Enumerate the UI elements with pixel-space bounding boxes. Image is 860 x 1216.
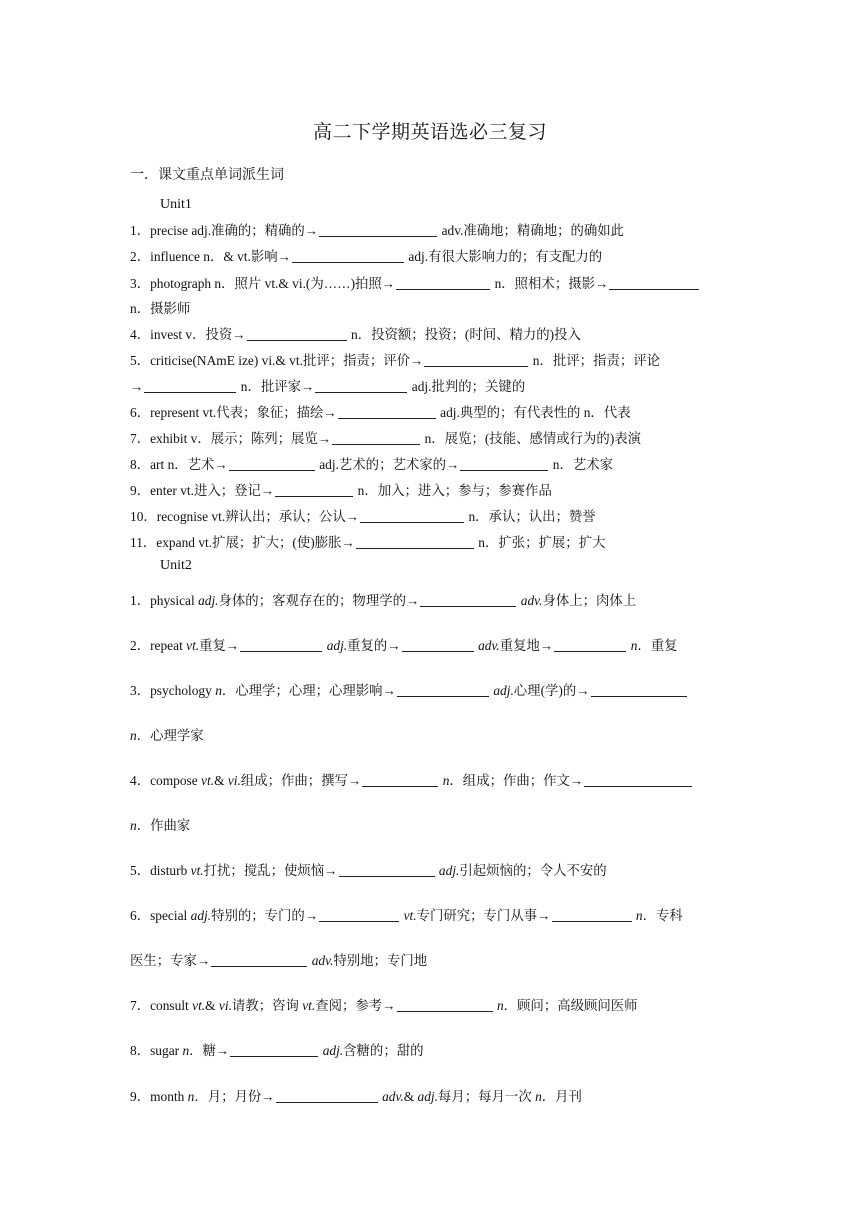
unit1-item-6: 6．represent vt.代表；象征；描绘→ adj.典型的；有代表性的 n．代表 (130, 405, 631, 420)
unit1-item-9: 9．enter vt.进入；登记→ n．加入；进入；参与；参赛作品 (130, 483, 552, 498)
unit2-item-6: 6．special adj.特别的；专门的→ vt.专门研究；专门从事→ n．专科 (130, 908, 683, 923)
unit1-item-5: 5．criticise(NAmE ize) vi.& vt.批评；指责；评价→ n．批评；指责；评论 (130, 353, 661, 368)
answer-blank[interactable] (211, 952, 307, 967)
answer-blank[interactable] (144, 378, 236, 393)
unit1-item-10: 10．recognise vt.辨认出；承认；公认→ n．承认；认出；赞誉 (130, 509, 596, 524)
unit2-item-4: 4．compose vt.& vi.组成；作曲；撰写→ n．组成；作曲；作文→ (130, 772, 730, 790)
answer-blank[interactable] (554, 637, 626, 652)
answer-blank[interactable] (229, 456, 315, 471)
unit1-item-5-cont: → n．批评家→ adj.批判的；关键的 (130, 379, 526, 394)
unit1-item-1: 1．precise adj.准确的；精确的→ adv.准确地；精确地；的确如此 (130, 223, 625, 238)
unit1-item-3: 3．photograph n．照片 vt.& vi.(为……)拍照→ n．照相术；摄影→ (130, 275, 730, 293)
unit2-item-6-cont: 医生；专家→ adv.特别地；专门地 (130, 953, 428, 968)
answer-blank[interactable] (247, 326, 347, 341)
unit2-item-7: 7．consult vt.& vi.请教；咨询 vt.查阅；参考→ n．顾问；高级顾问医师 (130, 998, 638, 1013)
unit2-item-8: 8．sugar n．糖→ adj.含糖的；甜的 (130, 1043, 424, 1058)
answer-blank[interactable] (230, 1042, 318, 1057)
section-heading: 一．课文重点单词派生词 (130, 167, 284, 183)
answer-blank[interactable] (275, 482, 353, 497)
answer-blank[interactable] (315, 378, 407, 393)
answer-blank[interactable] (420, 592, 516, 607)
answer-blank[interactable] (609, 275, 699, 290)
answer-blank[interactable] (552, 907, 632, 922)
unit1-item-2: 2．influence n．& vt.影响→ adj.有很大影响力的；有支配力的 (130, 249, 603, 264)
unit2-item-4-cont: n．作曲家 (130, 818, 191, 833)
answer-blank[interactable] (362, 772, 438, 787)
answer-blank[interactable] (397, 997, 493, 1012)
answer-blank[interactable] (276, 1088, 378, 1103)
answer-blank[interactable] (360, 508, 464, 523)
answer-blank[interactable] (240, 637, 322, 652)
answer-blank[interactable] (338, 404, 436, 419)
answer-blank[interactable] (319, 222, 437, 237)
answer-blank[interactable] (292, 248, 404, 263)
unit2-item-3-cont: n．心理学家 (130, 728, 204, 743)
answer-blank[interactable] (402, 637, 474, 652)
answer-blank[interactable] (460, 456, 548, 471)
answer-blank[interactable] (397, 682, 489, 697)
unit1-item-8: 8．art n．艺术→ adj.艺术的；艺术家的→ n．艺术家 (130, 457, 614, 472)
answer-blank[interactable] (584, 772, 692, 787)
unit2-item-2: 2．repeat vt.重复→ adj.重复的→ adv.重复地→ n．重复 (130, 638, 678, 653)
answer-blank[interactable] (339, 862, 435, 877)
unit2-item-9: 9．month n．月；月份→ adv.& adj.每月；每月一次 n．月刊 (130, 1089, 582, 1104)
answer-blank[interactable] (424, 352, 528, 367)
answer-blank[interactable] (591, 682, 687, 697)
unit1-heading: Unit1 (160, 197, 192, 212)
unit2-heading: Unit2 (160, 558, 192, 573)
unit2-item-1: 1．physical adj.身体的；客观存在的；物理学的→ adv.身体上；肉体上 (130, 593, 637, 608)
answer-blank[interactable] (396, 275, 490, 290)
unit2-item-5: 5．disturb vt.打扰；搅乱；使烦恼→ adj.引起烦恼的；令人不安的 (130, 863, 607, 878)
unit1-item-7: 7．exhibit v．展示；陈列；展览→ n．展览；(技能、感情或行为的)表演 (130, 431, 642, 446)
answer-blank[interactable] (356, 534, 474, 549)
unit2-item-3: 3．psychology n．心理学；心理；心理影响→ adj.心理(学)的→ (130, 682, 730, 700)
unit1-item-4: 4．invest v．投资→ n．投资额；投资；(时间、精力的)投入 (130, 327, 581, 342)
page-title: 高二下学期英语选必三复习 (312, 121, 547, 143)
answer-blank[interactable] (319, 907, 399, 922)
unit1-item-3-cont: n．摄影师 (130, 301, 191, 316)
answer-blank[interactable] (332, 430, 420, 445)
unit1-item-11: 11．expand vt.扩展；扩大；(使)膨胀→ n．扩张；扩展；扩大 (130, 535, 606, 550)
